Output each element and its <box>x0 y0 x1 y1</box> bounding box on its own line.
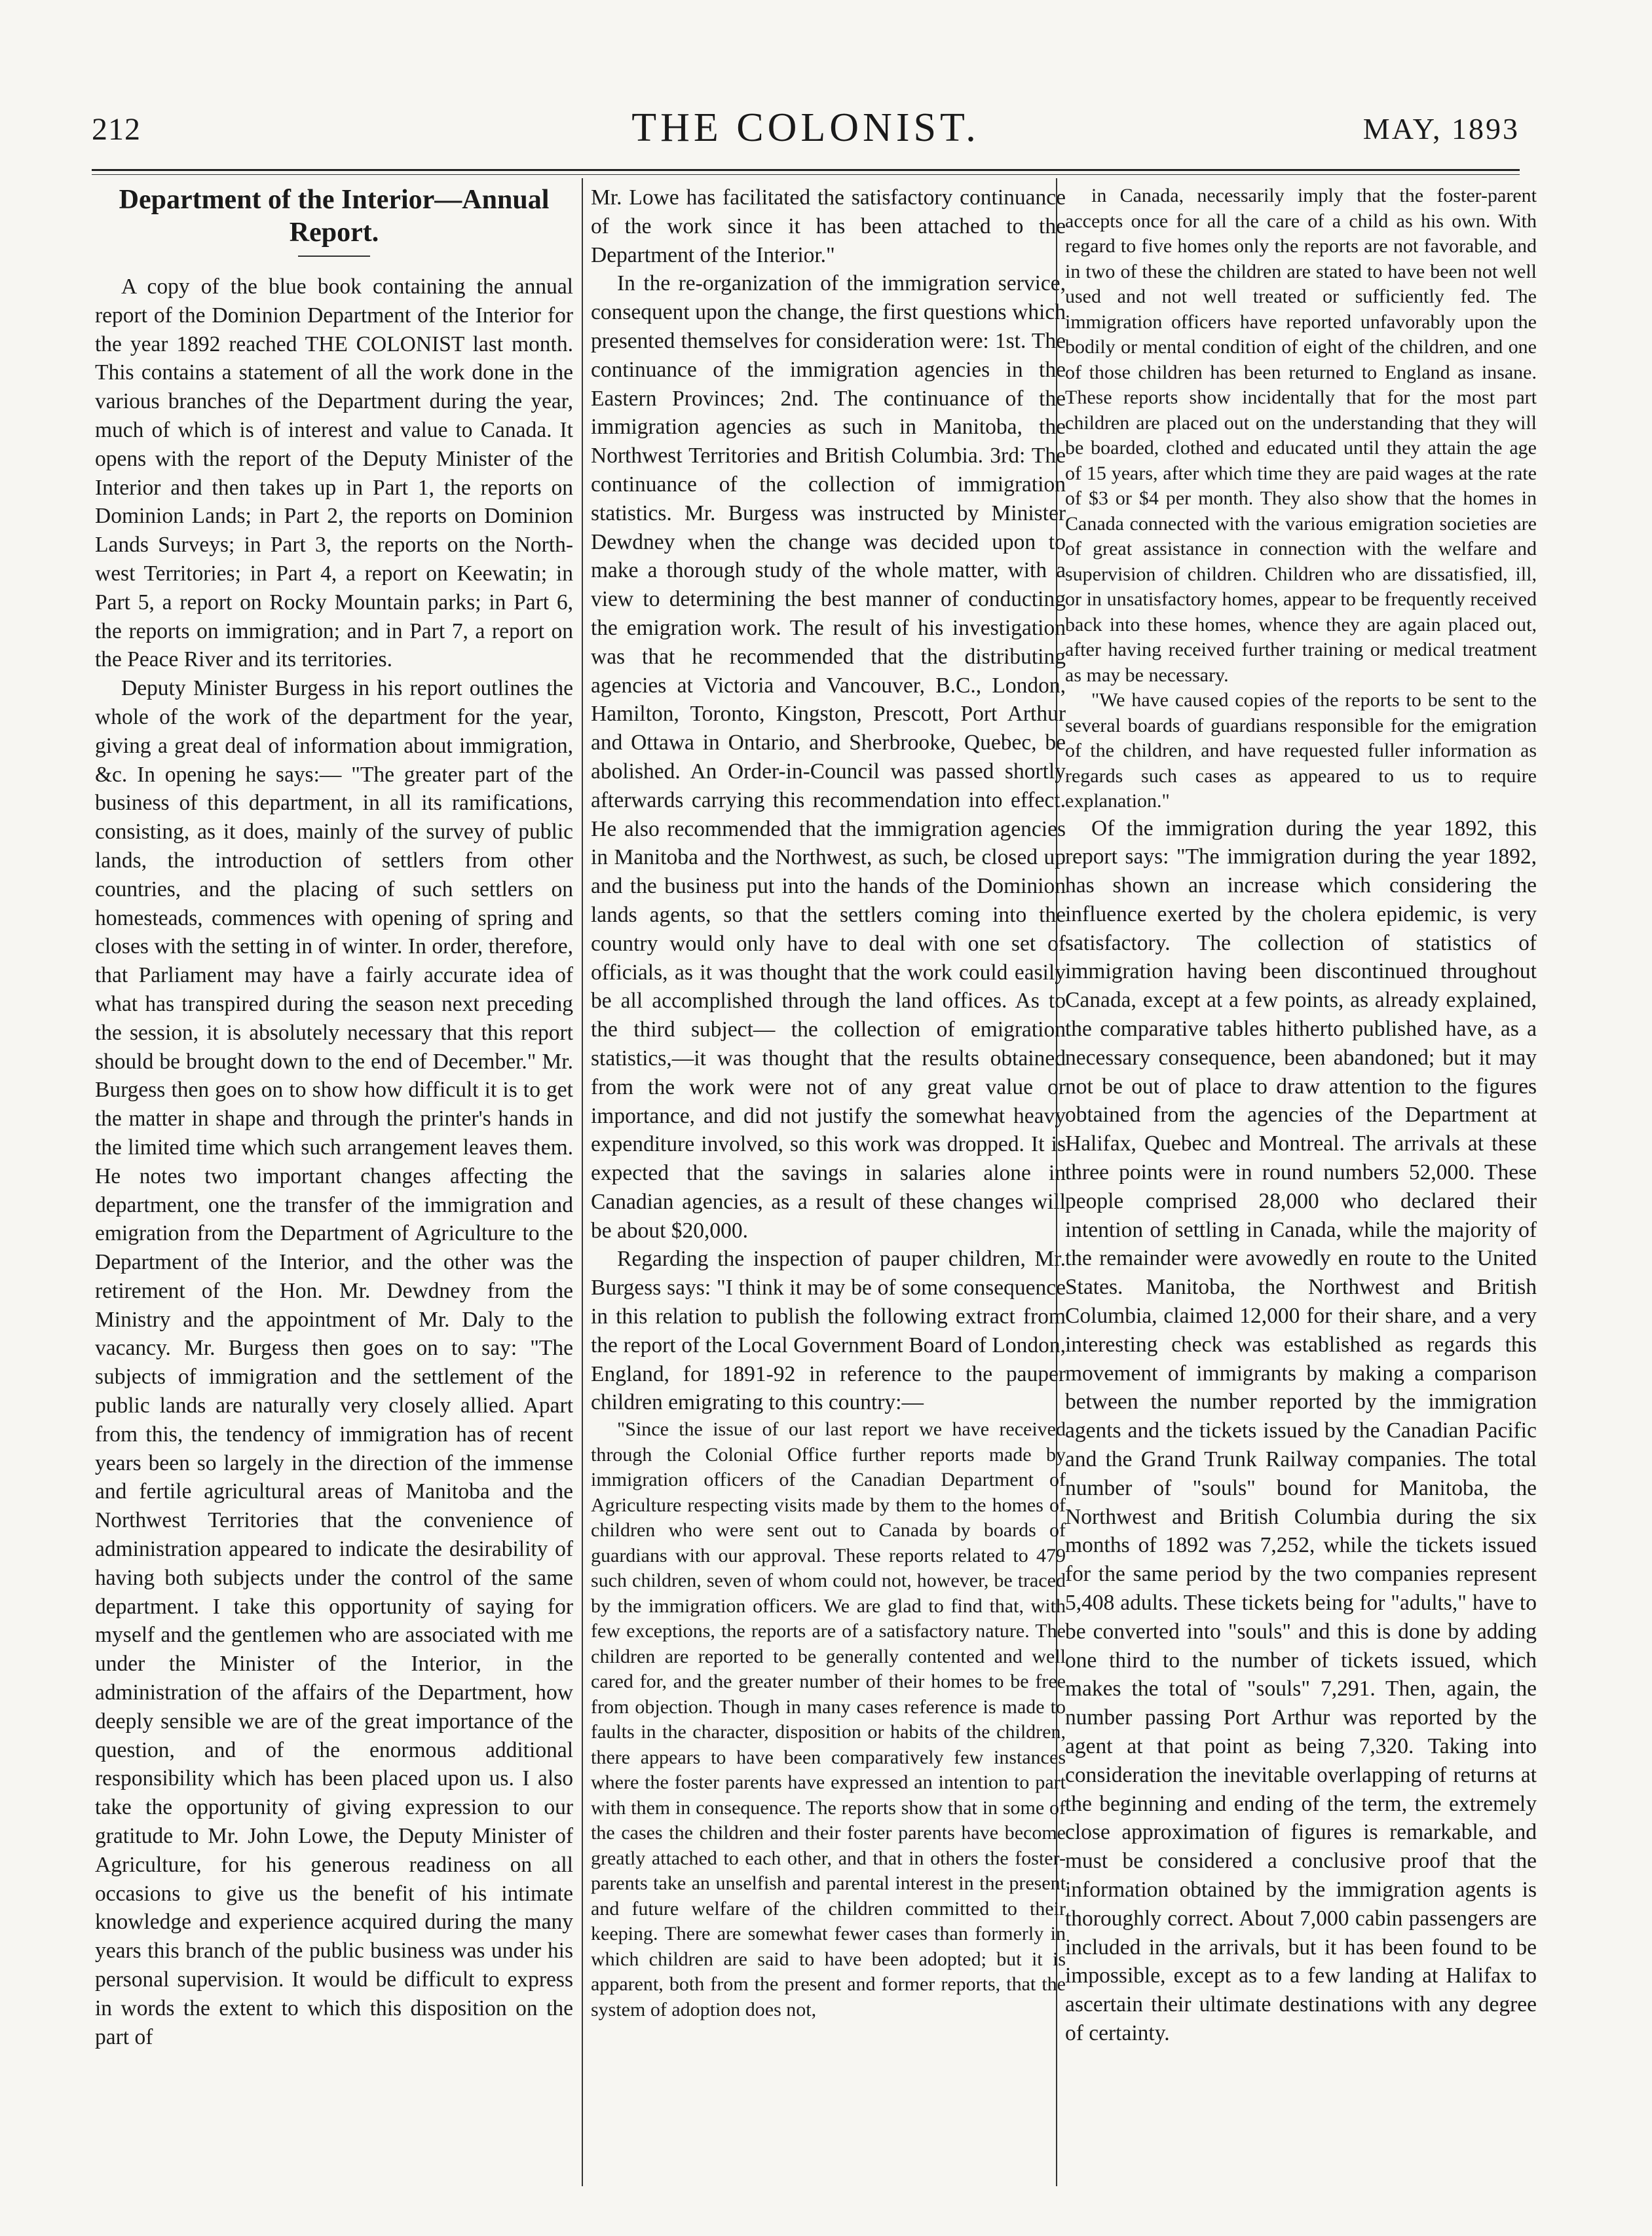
paragraph: In the re-organization of the immigration service, consequent upon the change, the first questions which presented themselves for consideration were: 1st. The continuance of the immigration agencies in the Eastern Provinces; 2nd. The continuance of the immigration agencies as such in Manitoba, the Northwest Territories and British Columbia. 3rd: The continuance of the collection of immigration statistics. Mr. Burgess was instructed by Minister Dewdney when the change was decided upon to make a thorough study of the whole matter, with a view to determining the best manner of conducting the emigration work. The result of his investigation was that he recommended that the distributing agencies at Victoria and Vancouver, B.C., London, Hamilton, Toronto, Kingston, Prescott, Port Arthur and Ottawa in Ontario, and Sherbrooke, Quebec, be abolished. An Order-in-Council was passed shortly afterwards carrying this recommendation into effect. He also recommended that the immigration agencies in Manitoba and the Northwest, as such, be closed up and the business put into the hands of the Dominion lands agents, so that the settlers coming into the country would only have to deal with one set of officials, as it was thought that the work could easily be all accomplished through the land offices. As to the third subject— the collection of emigration statistics,—it was thought that the results obtained from the work were not of any great value or importance, and did not justify the somewhat heavy expenditure involved, so this work was dropped. It is expected that the savings in salaries alone in Canadian agencies, as a result of these changes will be about $20,000. <box>591 271 1066 1243</box>
article-column-1 <box>95 183 573 2182</box>
article-column-3 <box>1045 183 1537 2182</box>
issue-date: MAY, 1893 <box>1362 112 1520 145</box>
headline-rule <box>298 256 370 257</box>
header-rule-thin <box>92 174 1520 175</box>
paragraph: Of the immigration during the year 1892, this report says: "The immigration during the year 1892, has shown an increase which considering the influence exerted by the cholera epidemic, is very satisfactory. The collection of statistics of immigration having been discontinued throughout Canada, except at a few points, as already explained, the comparative tables hitherto published have, as a necessary consequence, been abandoned; but it may not be out of place to draw attention to the figures obtained from the agencies of the Department at Halifax, Quebec and Montreal. The arrivals at these three points were in round numbers 52,000. These people comprised 28,000 who declared their intention of settling in Canada, while the majority of the remainder were avowedly en route to the United States. Manitoba, the Northwest and British Columbia, claimed 12,000 for their share, and a very interesting check was established as regards this movement of immigrants by making a comparison between the number reported by the immigration agents and the tickets issued by the Canadian Pacific and the Grand Trunk Railway companies. The total number of "souls" bound for Manitoba, the Northwest and British Columbia during the six months of 1892 was 7,252, while the tickets issued for the same period by the two companies represent 5,408 adults. These tickets being for "adults," have to be converted into "souls" and this is done by adding one third to the number of tickets issued, which makes the total of "souls" 7,291. Then, again, the number passing Port Arthur was reported by the agent at that point as being 7,320. Taking into consideration the inevitable overlapping of returns at the beginning and ending of the term, the extremely close approximation of figures is remarkable, and must be considered a conclusive proof that the information obtained by the immigration agents is thoroughly correct. About 7,000 cabin passengers are included in the arrivals, but it has been found to be impossible, except as to a few landing at Halifax to ascertain their ultimate destinations with any degree of certainty. <box>1065 816 1537 2045</box>
quoted-extract: "We have caused copies of the reports to be sent to the several boards of guardians responsible for the emigration of the children, and have requested fuller information as regards such cases as appeared to us to require explanation." <box>1065 689 1537 812</box>
paragraph: Deputy Minister Burgess in his report outlines the whole of the work of the department for the year, giving a great deal of information about immigration, &c. In opening he says:— "The greater part of the business of this department, in all its ramifications, consisting, as it does, mainly of the survey of public lands, the introduction of settlers from other countries, and the placing of such settlers on homesteads, commences with opening of spring and closes with the setting in of winter. In order, therefore, that Parliament may have a fairly accurate idea of what has transpired during the season next preceding the session, it is absolutely necessary that this report should be brought down to the end of December." Mr. Burgess then goes on to show how difficult it is to get the matter in shape and through the printer's hands in the limited time which such arrangement leaves them. He notes two important changes affecting the department, one the transfer of the immigration and emigration from the Department of Agriculture to the Department of the Interior, and the other was the retirement of the Hon. Mr. Dewdney from the Ministry and the appointment of Mr. Daly to the vacancy. Mr. Burgess then goes on to say: "The subjects of immigration and the settlement of the public lands are naturally very closely allied. Apart from this, the tendency of immigration has of recent years been so largely in the direction of the immense and fertile agricultural areas of Manitoba and the Northwest Territories that the convenience of administration appeared to indicate the desirability of having both subjects under the control of the same department. I take this opportunity of saying for myself and the gentlemen who are associated with me under the Minister of the Interior, in the administration of the affairs of the Department, how deeply sensible we are of the great importance of the question, and of the enormous additional responsibility which has been placed upon us. I also take the opportunity of giving expression to our gratitude to Mr. John Lowe, the Deputy Minister of Agriculture, for his generous readiness on all occasions to give us the benefit of his intimate knowledge and experience acquired during the many years this branch of the public business was under his personal supervision. It would be difficult to express in words the extent to which this disposition on the part of <box>95 676 573 2049</box>
masthead: THE COLONIST. <box>631 105 980 150</box>
article-headline: Department of the Interior—Annual Report. <box>119 185 550 248</box>
paragraph: Mr. Lowe has facilitated the satisfactory continuance of the work since it has been attached to the Department of the Interior." <box>591 185 1066 267</box>
paragraph: A copy of the blue book containing the annual report of the Dominion Department of the Interior for the year 1892 reached THE COLONIST last month. This contains a statement of all the work done in the various branches of the Department during the year, much of which is of interest and value to Canada. It opens with the report of the Deputy Minister of the Interior and then takes up in Part 1, the reports on Dominion Lands; in Part 2, the reports on Dominion Lands Surveys; in Part 3, the reports on the North-west Territories; in Part 4, a report on Keewatin; in Part 5, a report on Rocky Mountain parks; in Part 6, the reports on immigration; and in Part 7, a report on the Peace River and its territories. <box>95 275 573 672</box>
quoted-extract: "Since the issue of our last report we have received through the Colonial Office further reports made by immigration officers of the Canadian Department of Agriculture respecting visits made by them to the homes of children who were sent out to Canada by boards of guardians with our approval. These reports related to 479 such children, seven of whom could not, however, be traced by the immigration officers. We are glad to find that, with few exceptions, the reports are of a satisfactory nature. The children are reported to be generally contented and well cared for, and the greater number of their homes to be free from objection. Though in many cases reference is made to faults in the character, disposition or habits of the children, there appears to have been comparatively few instances where the foster parents have expressed an intention to part with them in consequence. The reports show that in some of the cases the children and their foster parents have become greatly attached to each other, and that in others the foster-parents take an unselfish and parental interest in the present and future welfare of the children committed to their keeping. There are somewhat fewer cases than formerly in which children are said to have been adopted; but it is apparent, both from the present and former reports, that the system of adoption does not, <box>591 1418 1066 2020</box>
quoted-extract: in Canada, necessarily imply that the foster-parent accepts once for all the care of a child as his own. With regard to five homes only the reports are not favorable, and in two of these the children are stated to have been not well used and not well treated or sufficiently fed. The immigration officers have reported unfavorably upon the bodily or mental condition of eight of the children, and one of those children has been returned to England as insane. These reports show incidentally that for the most part children are placed out on the understanding that they will be boarded, clothed and educated until they attain the age of 15 years, after which time they are paid wages at the rate of $3 or $4 per month. They also show that the homes in Canada connected with the various emigration societies are of great assistance in connection with the welfare and supervision of children. Children who are dissatisfied, ill, or in unsatisfactory homes, appear to be frequently received back into these homes, whence they are again placed out, after having received further training or medical treatment as may be necessary. <box>1065 185 1537 686</box>
paragraph: Regarding the inspection of pauper children, Mr. Burgess says: "I think it may be of some consequence in this relation to publish the following extract from the report of the Local Government Board of London, England, for 1891-92 in reference to the pauper children emigrating to this country:— <box>591 1247 1066 1415</box>
page-header <box>92 105 1520 157</box>
header-rule <box>92 169 1520 171</box>
page-number: 212 <box>92 112 141 147</box>
article-column-2 <box>571 183 1066 2182</box>
